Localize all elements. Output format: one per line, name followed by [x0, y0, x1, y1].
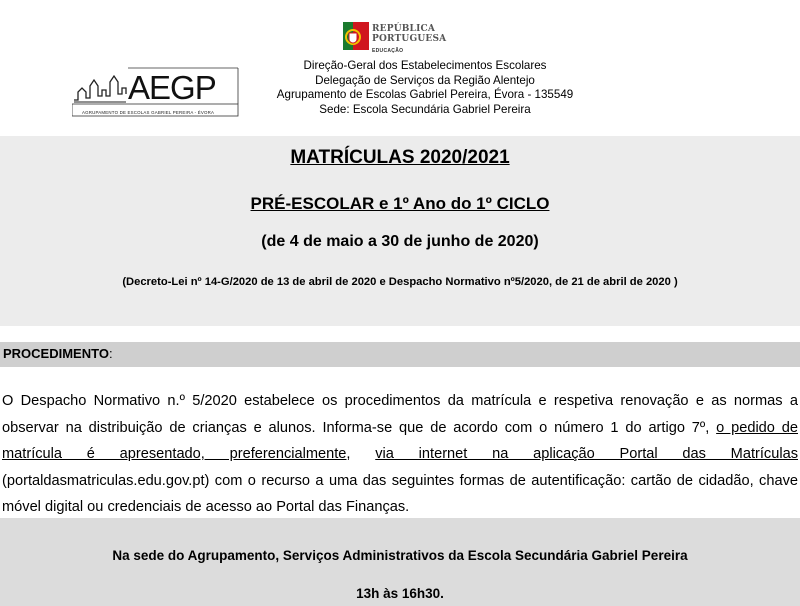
- enrollment-dates: (de 4 de maio a 30 de junho de 2020): [261, 233, 539, 250]
- org-line: Direção-Geral dos Estabelecimentos Escolares: [303, 59, 547, 72]
- org-line: Delegação de Serviços da Região Alentejo: [315, 73, 535, 87]
- portal-link-text: via internet na aplicação Portal das Matrículas: [375, 446, 798, 462]
- procedure-header-bar: [0, 342, 800, 367]
- document-header: [0, 0, 800, 135]
- republica-portuguesa-label: REPÚBLICA PORTUGUESA: [372, 24, 447, 44]
- procedure-paragraph: O Despacho Normativo n.º 5/2020 estabelece os procedimentos da matrícula e respetiva renovação e as normas a observar na distribuição de crianças e alunos. Informa-se que de acordo com o número 1 do artigo 7º, o pedido de matrícula é apresentado, preferencialmente, via internet na aplicação Portal das Matrículas (portaldasmatriculas.edu.gov.pt) com o recurso a uma das seguintes formas de autentificação: cartão de cidadão, chave móvel digital ou credenciais de acesso ao Portal das Finanças.: [2, 393, 798, 515]
- aegp-logo-text: AEGP: [128, 69, 216, 106]
- republica-portuguesa-emblem-icon: [343, 22, 369, 50]
- organization-address: [230, 59, 620, 117]
- org-line: Agrupamento de Escolas Gabriel Pereira, Évora - 135549: [276, 88, 574, 101]
- document-title: MATRÍCULAS 2020/2021: [290, 147, 510, 168]
- org-line: Sede: Escola Secundária Gabriel Pereira: [319, 102, 531, 116]
- aegp-logo-caption: AGRUPAMENTO DE ESCOLAS GABRIEL PEREIRA - ÉVORA: [82, 110, 215, 115]
- hours-text: 13h às 16h30.: [356, 586, 444, 601]
- legal-reference: (Decreto-Lei nº 14-G/2020 de 13 de abril de 2020 e Despacho Normativo nº5/2020, de 21 de abril de 2020 ): [122, 276, 678, 288]
- location-text: Na sede do Agrupamento, Serviços Administrativos da Escola Secundária Gabriel Pereira: [112, 548, 688, 563]
- ministry-label: EDUCAÇÃO: [372, 48, 404, 54]
- document-subtitle: PRÉ-ESCOLAR e 1º Ano do 1º CICLO: [250, 194, 550, 213]
- underlined-text: o pedido de matrícula é apresentado, preferencialmente,: [2, 419, 798, 462]
- procedure-heading: PROCEDIMENTO:: [3, 346, 113, 361]
